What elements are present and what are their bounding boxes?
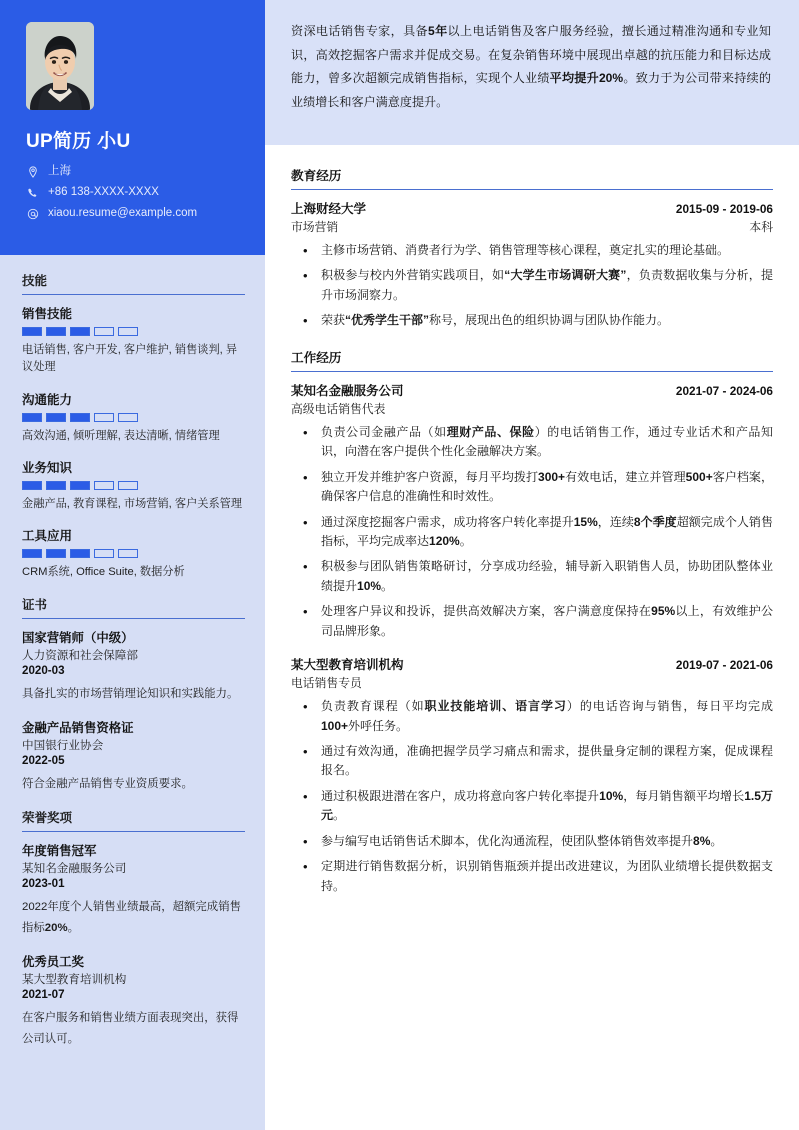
skill-keywords: 高效沟通, 倾听理解, 表达清晰, 情绪管理	[22, 429, 220, 442]
skill-item	[22, 458, 245, 513]
contact-email-value: xiaou.resume@example.com	[48, 207, 198, 220]
certificate-desc: 具备扎实的市场营销理论知识和实践能力。	[22, 687, 239, 700]
skill-keywords: 电话销售, 客户开发, 客户维护, 销售谈判, 异议处理	[22, 344, 238, 374]
certificate-date: 2022-05	[22, 753, 65, 767]
award-item	[22, 952, 245, 1050]
work-entry	[291, 655, 773, 896]
rating-block-filled	[70, 327, 90, 336]
avatar	[26, 22, 94, 110]
education-school: 上海财经大学	[291, 202, 367, 216]
location-pin-icon	[27, 166, 40, 178]
education-major: 市场营销	[291, 220, 339, 234]
rating-block-filled	[22, 481, 42, 490]
education-entry	[291, 199, 773, 331]
bullet-item: • 通过有效沟通，准确把握学员学习痛点和需求，提供量身定制的课程方案，促成课程报名。	[291, 742, 773, 781]
sidebar-header	[0, 0, 265, 255]
rating-block-empty	[118, 327, 138, 336]
award-date: 2021-07	[22, 988, 65, 1002]
awards-section	[22, 808, 245, 1050]
sidebar	[0, 0, 265, 1130]
skills-section-title: 技能	[22, 271, 245, 295]
education-bullets	[291, 241, 773, 331]
award-org: 某大型教育培训机构	[22, 973, 127, 987]
work-role: 电话销售专员	[291, 676, 362, 691]
education-degree: 本科	[749, 220, 773, 234]
award-desc: 在客户服务和销售业绩方面表现突出，获得公司认可。	[22, 1012, 239, 1046]
skill-rating	[22, 327, 245, 336]
skills-list	[22, 304, 245, 582]
contact-list	[27, 166, 245, 220]
contact-phone-value: +86 138-XXXX-XXXX	[48, 186, 159, 199]
certificate-item	[22, 628, 245, 705]
rating-block-empty	[94, 481, 114, 490]
work-section	[291, 347, 773, 896]
skill-item	[22, 390, 245, 445]
skill-name: 沟通能力	[22, 392, 73, 407]
certificate-title: 金融产品销售资格证	[22, 720, 134, 735]
person-name: UP简历 小U	[26, 131, 131, 152]
contact-email[interactable]	[27, 208, 245, 220]
rating-block-filled	[70, 481, 90, 490]
sidebar-body	[0, 255, 265, 1087]
work-bullets	[291, 697, 773, 896]
bullet-item: • 独立开发并维护客户资源，每月平均拨打300+有效电话，建立并管理500+客户档案，确保客户信息的准确性和时效性。	[291, 468, 773, 507]
work-entry-sub	[291, 400, 773, 417]
work-entry	[291, 381, 773, 641]
work-date: 2019-07 - 2021-06	[675, 658, 773, 673]
rating-block-empty	[118, 481, 138, 490]
bullet-item: • 荣获“优秀学生干部”称号，展现出色的组织协调与团队协作能力。	[291, 311, 773, 330]
rating-block-filled	[46, 549, 66, 558]
education-section	[291, 165, 773, 331]
contact-location-value: 上海	[48, 165, 71, 178]
certificate-desc: 符合金融产品销售专业资质要求。	[22, 777, 193, 790]
award-org: 某知名金融服务公司	[22, 861, 127, 875]
skill-rating	[22, 481, 245, 490]
summary-text: 资深电话销售专家，具备5年以上电话销售及客户服务经验，擅长通过精准沟通和专业知识，高效挖掘客户需求并促成交易。在复杂销售环境中展现出卓越的抗压能力和目标达成能力，曾多次超额完成销售指标，实现个人业绩平均提升20%。致力于为公司带来持续的业绩增长和客户满意度提升。	[291, 24, 771, 109]
bullet-item: • 参与编写电话销售话术脚本，优化沟通流程，使团队整体销售效率提升8%。	[291, 832, 773, 851]
work-entry-sub	[291, 674, 773, 691]
rating-block-filled	[70, 413, 90, 422]
rating-block-filled	[70, 549, 90, 558]
work-entry-head	[291, 381, 773, 399]
certificate-org: 中国银行业协会	[22, 738, 104, 752]
award-desc: 2022年度个人销售业绩最高，超额完成销售指标20%。	[22, 900, 241, 935]
bullet-item: • 主修市场营销、消费者行为学、销售管理等核心课程，奠定扎实的理论基础。	[291, 241, 773, 260]
contact-phone[interactable]	[27, 187, 245, 199]
skill-keywords: CRM系统, Office Suite, 数据分析	[22, 566, 185, 579]
certificates-section-title: 证书	[22, 595, 245, 619]
work-company: 某大型教育培训机构	[291, 658, 404, 673]
skill-name: 工具应用	[22, 529, 73, 544]
work-section-title: 工作经历	[291, 347, 773, 372]
rating-block-filled	[46, 481, 66, 490]
rating-block-filled	[46, 413, 66, 422]
awards-section-title: 荣誉奖项	[22, 808, 245, 832]
skill-keywords: 金融产品, 教育课程, 市场营销, 客户关系管理	[22, 498, 243, 511]
education-date: 2015-09 - 2019-06	[675, 202, 773, 216]
main-body	[265, 145, 799, 896]
bullet-item: • 积极参与团队销售策略研讨，分享成功经验，辅导新入职销售人员，协助团队整体业绩提升10%。	[291, 557, 773, 596]
rating-block-filled	[22, 549, 42, 558]
education-section-title: 教育经历	[291, 165, 773, 190]
email-at-icon	[27, 208, 40, 220]
summary-section	[265, 0, 799, 145]
award-date: 2023-01	[22, 876, 65, 890]
skill-item	[22, 304, 245, 377]
work-role: 高级电话销售代表	[291, 401, 386, 416]
bullet-item: • 负责公司金融产品（如理财产品、保险）的电话销售工作，通过专业话术和产品知识，向潜在客户提供个性化金融解决方案。	[291, 423, 773, 462]
education-entry-sub	[291, 218, 773, 235]
bullet-item: • 通过积极跟进潜在客户，成功将意向客户转化率提升10%，每月销售额平均增长1.5万元。	[291, 787, 773, 826]
work-entry-head	[291, 655, 773, 673]
award-title: 优秀员工奖	[22, 955, 84, 970]
bullet-item: • 负责教育课程（如职业技能培训、语言学习）的电话咨询与销售，每日平均完成100+外呼任务。	[291, 697, 773, 736]
skill-rating	[22, 549, 245, 558]
certificate-item	[22, 718, 245, 795]
rating-block-empty	[94, 413, 114, 422]
certificate-title: 国家营销师（中级）	[22, 630, 134, 645]
rating-block-empty	[94, 549, 114, 558]
skill-name: 销售技能	[22, 307, 73, 321]
rating-block-filled	[46, 327, 66, 336]
award-item	[22, 841, 245, 939]
work-company: 某知名金融服务公司	[291, 383, 404, 398]
award-title: 年度销售冠军	[22, 843, 97, 858]
rating-block-empty	[94, 327, 114, 336]
work-bullets	[291, 423, 773, 641]
bullet-item: • 积极参与校内外营销实践项目，如“大学生市场调研大赛”，负责数据收集与分析，提升市场洞察力。	[291, 266, 773, 305]
work-date: 2021-07 - 2024-06	[675, 383, 773, 398]
portrait-photo-icon	[26, 22, 94, 110]
main-content	[265, 0, 799, 1130]
skills-section	[22, 271, 245, 582]
rating-block-empty	[118, 413, 138, 422]
certificates-section	[22, 595, 245, 795]
skill-item	[22, 526, 245, 581]
contact-location[interactable]	[27, 166, 245, 178]
rating-block-filled	[22, 413, 42, 422]
bullet-item: • 定期进行销售数据分析，识别销售瓶颈并提出改进建议，为团队业绩增长提供数据支持。	[291, 857, 773, 896]
education-entry-head	[291, 199, 773, 217]
skill-name: 业务知识	[22, 461, 73, 476]
rating-block-empty	[118, 549, 138, 558]
certificate-org: 人力资源和社会保障部	[22, 648, 138, 662]
skill-rating	[22, 413, 245, 422]
phone-icon	[27, 187, 40, 199]
rating-block-filled	[22, 327, 42, 336]
bullet-item: • 处理客户异议和投诉，提供高效解决方案，客户满意度保持在95%以上，有效维护公司品牌形象。	[291, 602, 773, 641]
bullet-item: • 通过深度挖掘客户需求，成功将客户转化率提升15%，连续8个季度超额完成个人销售指标，平均完成率达120%。	[291, 513, 773, 552]
certificate-date: 2020-03	[22, 663, 65, 677]
